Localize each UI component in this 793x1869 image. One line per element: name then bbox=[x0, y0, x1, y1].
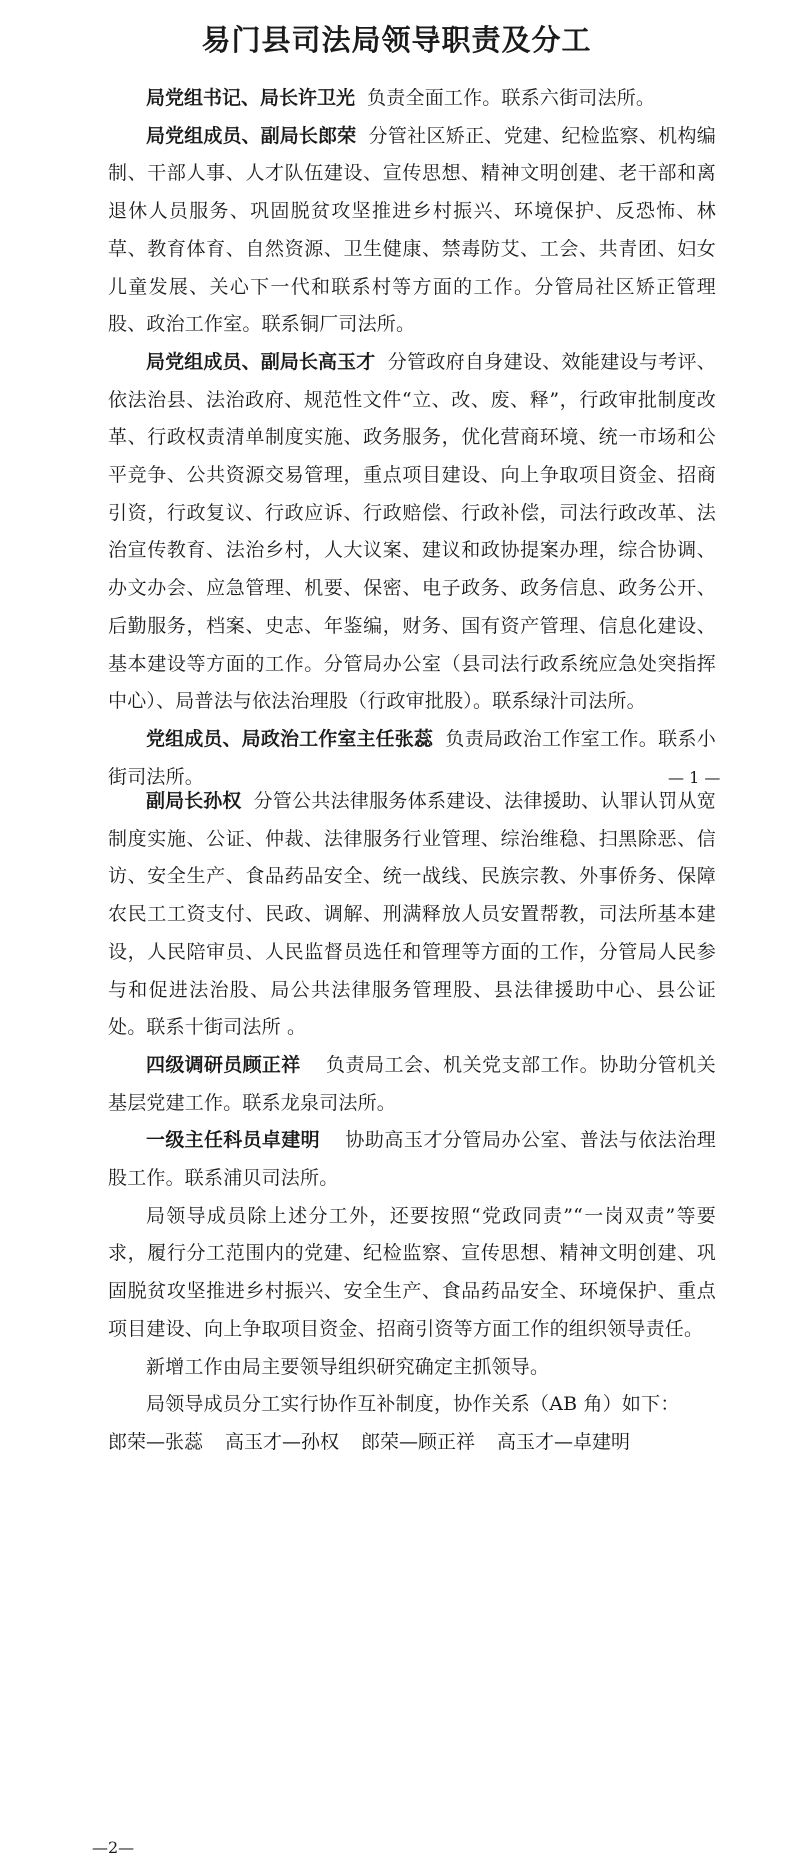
duty-paragraph bbox=[108, 783, 716, 1047]
leader-title: 副局长孙权 bbox=[146, 790, 242, 812]
duty-text: 负责全面工作。联系六街司法所。 bbox=[367, 87, 656, 109]
ab-pair: 郎荣—张蕊 bbox=[108, 1430, 204, 1453]
duty-text: 负责局政治工作室工作。联系小街司法所。 bbox=[108, 727, 716, 788]
duty-text: 负责局工会、机关党支部工作。协助分管机关基层党建工作。联系龙泉司法所。 bbox=[108, 1053, 716, 1114]
leader-title: 局党组成员、副局长高玉才 bbox=[146, 350, 376, 373]
page-title: 易门县司法局领导职责及分工 bbox=[201, 23, 592, 57]
general-paragraph bbox=[108, 1349, 716, 1387]
page-2-body bbox=[108, 783, 716, 1462]
page-number: —2— bbox=[92, 1838, 135, 1857]
duty-paragraph bbox=[108, 1122, 716, 1197]
leader-title: 党组成员、局政治工作室主任张蕊 bbox=[146, 727, 434, 750]
general-paragraph bbox=[108, 1198, 716, 1349]
paragraph-text: 局领导成员分工实行协作互补制度，协作关系（AB 角）如下： bbox=[146, 1393, 680, 1416]
duty-text: 分管社区矫正、党建、纪检监察、机构编制、干部人事、人才队伍建设、宣传思想、精神文明创建、老干部和离退休人员服务、巩固脱贫攻坚推进乡村振兴、环境保护、反恐怖、林草、教育体育、自然资源、卫生健康、禁毒防艾、工会、共青团、妇女儿童发展、关心下一代和联系村等方面的工作。分管局社区矫正管理股、政治工作室。联系铜厂司法所。 bbox=[108, 124, 716, 336]
leader-title: 一级主任科员卓建明 bbox=[146, 1129, 320, 1152]
paragraph-text: 局领导成员除上述分工外，还要按照“党政同责”“一岗双责”等要求，履行分工范围内的党建、纪检监察、宣传思想、精神文明创建、巩固脱贫攻坚推进乡村振兴、安全生产、食品药品安全、环境保护、重点项目建设、向上争取项目资金、招商引资等方面工作的组织领导责任。 bbox=[108, 1204, 716, 1340]
ab-pair: 高玉才—孙权 bbox=[225, 1430, 340, 1453]
ab-pair: 高玉才—卓建明 bbox=[497, 1430, 631, 1453]
duty-paragraph bbox=[108, 344, 716, 721]
duty-text: 分管政府自身建设、效能建设与考评、依法治县、法治政府、规范性文件“立、改、废、释”，行政审批制度改革、行政权责清单制度实施、政务服务，优化营商环境、统一市场和公平竞争、公共资源交易管理，重点项目建设、向上争取项目资金、招商引资，行政复议、行政应诉、行政赔偿、行政补偿，司法行政改革、法治宣传教育、法治乡村，人大议案、建议和政协提案办理，综合协调、办文办会、应急管理、机要、保密、电子政务、政务信息、政务公开、后勤服务，档案、史志、年鉴编，财务、国有资产管理、信息化建设、基本建设等方面的工作。分管局办公室（县司法行政系统应急处突指挥中心）、局普法与依法治理股（行政审批股）。联系绿汁司法所。 bbox=[108, 350, 716, 713]
leader-title: 局党组书记、局长许卫光 bbox=[146, 87, 356, 109]
paragraph-text: 新增工作由局主要领导组织研究确定主抓领导。 bbox=[146, 1355, 550, 1378]
general-paragraph bbox=[108, 1386, 716, 1424]
page-number: — 1 — bbox=[668, 768, 721, 787]
leader-title: 四级调研员顾正祥 bbox=[146, 1053, 301, 1076]
duty-text: 分管公共法律服务体系建设、法律援助、认罪认罚从宽制度实施、公证、仲裁、法律服务行业管理、综治维稳、扫黑除恶、信访、安全生产、食品药品安全、统一战线、民族宗教、外事侨务、保障农民工工资支付、民政、调解、刑满释放人员安置帮教，司法所基本建设，人民陪审员、人民监督员选任和管理等方面的工作，分管局人民参与和促进法治股、局公共法律服务管理股、县法律援助中心、县公证处。联系十街司法所 。 bbox=[108, 790, 716, 1039]
duty-paragraph bbox=[108, 1047, 716, 1122]
leader-title: 局党组成员、副局长郎荣 bbox=[146, 124, 357, 147]
duty-paragraph bbox=[108, 80, 716, 118]
page-1-body bbox=[108, 80, 716, 796]
duty-paragraph bbox=[108, 118, 716, 344]
ab-pair: 郎荣—顾正祥 bbox=[361, 1430, 476, 1453]
duty-text: 协助高玉才分管局办公室、普法与依法治理股工作。联系浦贝司法所。 bbox=[108, 1129, 716, 1190]
ab-pairs bbox=[108, 1424, 716, 1462]
